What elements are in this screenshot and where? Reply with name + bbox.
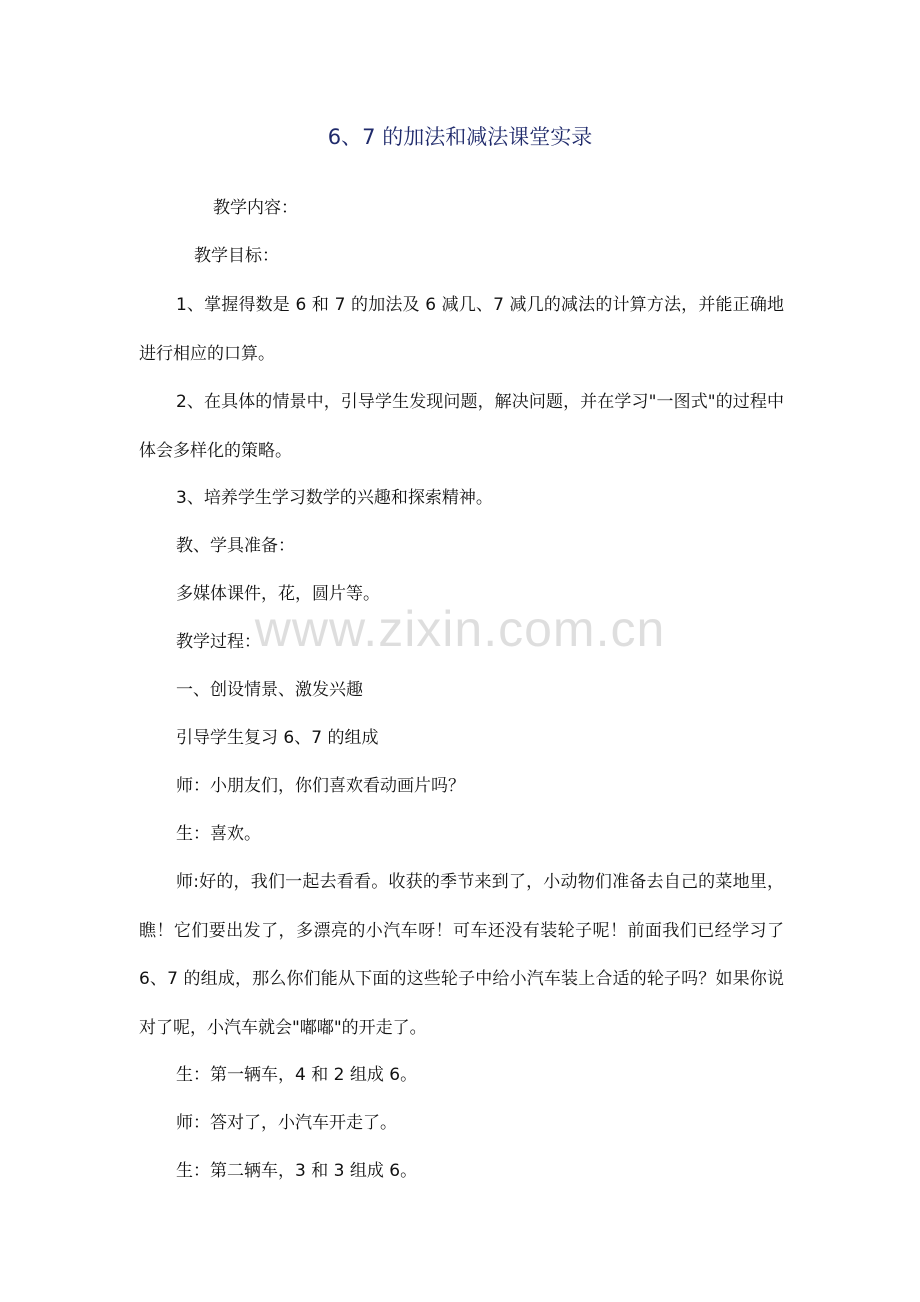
- student-line-3: 生：第二辆车，3 和 3 组成 6。: [176, 1161, 418, 1181]
- goal-item-2: 2、在具体的情景中，引导学生发现问题，解决问题，并在学习"一图式"的过程中体会多样化的策略。: [139, 392, 784, 461]
- prep-items: 多媒体课件，花，圆片等。: [176, 584, 380, 604]
- review-line: 引导学生复习 6、7 的组成: [176, 728, 379, 748]
- teaching-content-label: 教学内容：: [213, 198, 298, 218]
- goal-item-3: 3、培养学生学习数学的兴趣和探索精神。: [176, 488, 493, 508]
- step-1-heading: 一、创设情景、激发兴趣: [176, 680, 363, 700]
- teacher-line-2: 师:好的，我们一起去看看。收获的季节来到了，小动物们准备去自己的菜地里，瞧！它们要出发了，多漂亮的小汽车呀！可车还没有装轮子呢！前面我们已经学习了 6、7 的组成，那么你们能从下面的这些轮子中给小汽车装上合适的轮子吗？如果你说对了呢，小汽车就会"嘟嘟"的开走了。: [139, 872, 784, 1038]
- process-label: 教学过程：: [176, 632, 261, 652]
- goal-item-1: 1、掌握得数是 6 和 7 的加法及 6 减几、7 减几的减法的计算方法，并能正确地进行相应的口算。: [139, 295, 784, 364]
- teacher-line-1: 师：小朋友们，你们喜欢看动画片吗？: [176, 776, 465, 796]
- student-line-2: 生：第一辆车，4 和 2 组成 6。: [176, 1065, 418, 1085]
- prep-label: 教、学具准备：: [176, 536, 295, 556]
- student-line-1: 生：喜欢。: [176, 824, 261, 844]
- document-title: 6、7 的加法和减法课堂实录: [327, 125, 593, 149]
- watermark-text: www.zixin.com.cn: [254, 601, 666, 657]
- teaching-goal-label: 教学目标：: [194, 246, 279, 266]
- teacher-line-3: 师：答对了，小汽车开走了。: [176, 1113, 397, 1133]
